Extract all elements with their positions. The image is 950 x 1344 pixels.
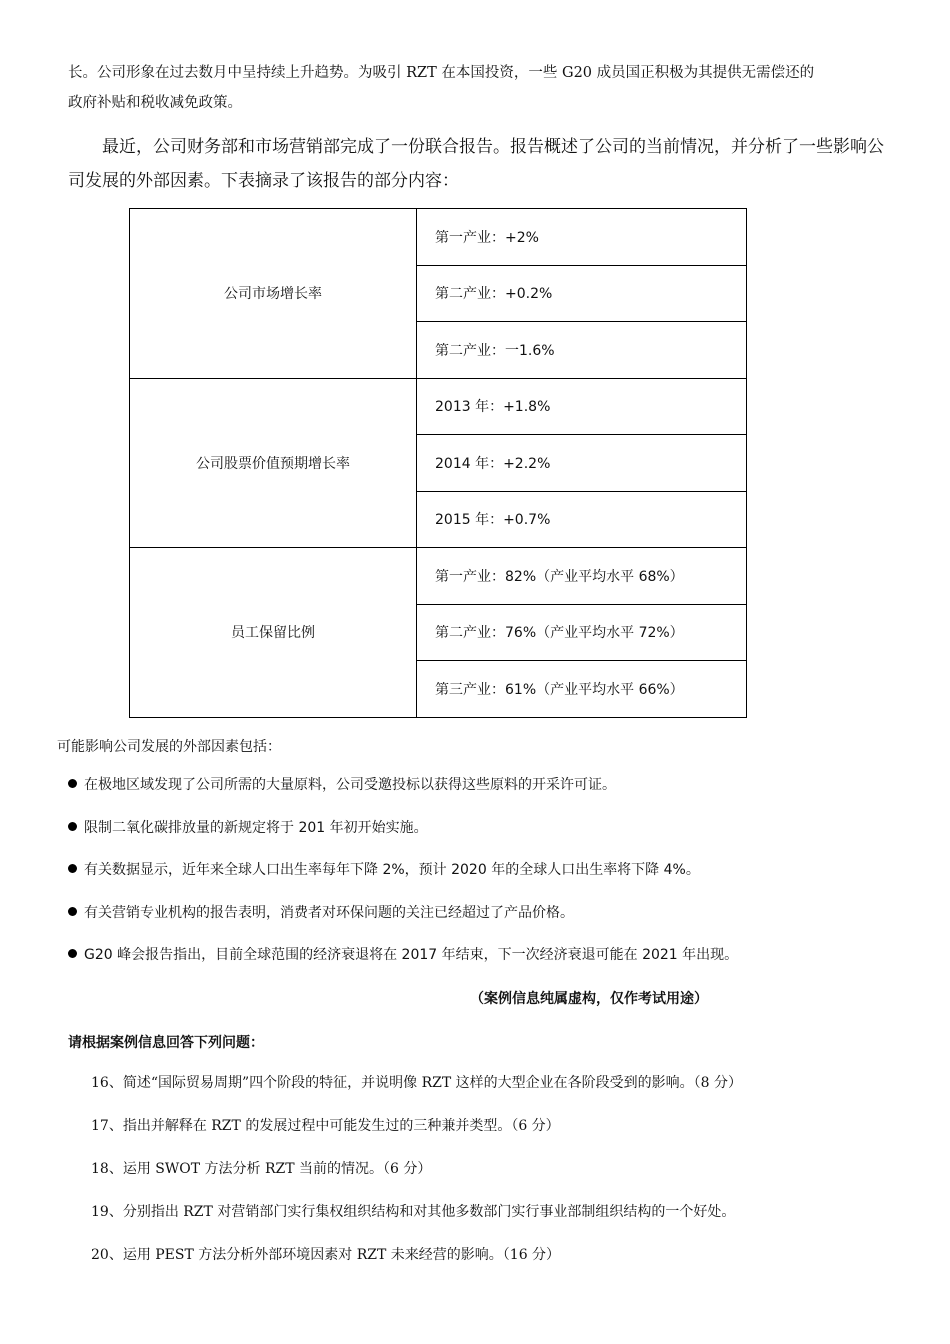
row-value: 2013 年：+1.8% — [417, 378, 747, 435]
report-table — [129, 208, 747, 718]
row-label: 员工保留比例 — [130, 548, 417, 718]
factor-text: 在极地区域发现了公司所需的大量原料，公司受邀投标以获得这些原料的开采许可证。 — [84, 777, 616, 793]
question-item: 18、运用 SWOT 方法分析 RZT 当前的情况。（6 分） — [91, 1161, 432, 1177]
row-value: 第三产业：61%（产业平均水平 66%） — [417, 661, 747, 718]
bullet-icon — [68, 864, 77, 873]
question-item: 20、运用 PEST 方法分析外部环境因素对 RZT 未来经营的影响。（16 分） — [91, 1247, 561, 1263]
factors-intro: 可能影响公司发展的外部因素包括： — [57, 739, 281, 755]
intro-line: 政府补贴和税收减免政策。 — [68, 95, 242, 111]
row-value: 第一产业：+2% — [417, 209, 747, 266]
factor-text: 有关数据显示，近年来全球人口出生率每年下降 2%，预计 2020 年的全球人口出生率将下降 4%。 — [84, 862, 700, 878]
disclaimer: （案例信息纯属虚构，仅作考试用途） — [470, 991, 708, 1007]
row-value: 第二产业：一1.6% — [417, 322, 747, 379]
list-item — [68, 859, 898, 902]
bullet-icon — [68, 907, 77, 916]
questions-prompt: 请根据案例信息回答下列问题： — [68, 1035, 264, 1051]
row-value: 第一产业：82%（产业平均水平 68%） — [417, 548, 747, 605]
factors-list — [68, 774, 898, 987]
question-item: 17、指出并解释在 RZT 的发展过程中可能发生过的三种兼并类型。（6 分） — [91, 1118, 560, 1134]
list-item — [68, 944, 898, 987]
list-item — [68, 774, 898, 817]
row-label: 公司股票价值预期增长率 — [130, 378, 417, 548]
row-value: 第二产业：76%（产业平均水平 72%） — [417, 604, 747, 661]
list-item — [68, 902, 898, 945]
list-item — [68, 817, 898, 860]
question-item: 19、分别指出 RZT 对营销部门实行集权组织结构和对其他多数部门实行事业部制组织结构的一个好处。 — [91, 1204, 736, 1220]
bullet-icon — [68, 779, 77, 788]
intro-line: 长。公司形象在过去数月中呈持续上升趋势。为吸引 RZT 在本国投资，一些 G20 成员国正积极为其提供无需偿还的 — [68, 65, 815, 81]
report-paragraph: 最近，公司财务部和市场营销部完成了一份联合报告。报告概述了公司的当前情况，并分析了一些影响公司发展的外部因素。下表摘录了该报告的部分内容： — [68, 137, 884, 191]
row-label: 公司市场增长率 — [130, 209, 417, 379]
table-row — [130, 378, 747, 435]
intro-paragraph — [68, 61, 888, 115]
table-row — [130, 548, 747, 605]
row-value: 2014 年：+2.2% — [417, 435, 747, 492]
questions-list — [91, 1072, 742, 1287]
row-value: 第二产业：+0.2% — [417, 265, 747, 322]
factor-text: G20 峰会报告指出，目前全球范围的经济衰退将在 2017 年结束，下一次经济衰退可能在 2021 年出现。 — [84, 947, 739, 963]
row-value: 2015 年：+0.7% — [417, 491, 747, 548]
question-item: 16、简述“国际贸易周期”四个阶段的特征，并说明像 RZT 这样的大型企业在各阶段受到的影响。（8 分） — [91, 1075, 742, 1091]
bullet-icon — [68, 822, 77, 831]
bullet-icon — [68, 949, 77, 958]
factor-text: 有关营销专业机构的报告表明，消费者对环保问题的关注已经超过了产品价格。 — [84, 904, 574, 921]
table-row — [130, 209, 747, 266]
factor-text: 限制二氧化碳排放量的新规定将于 201 年初开始实施。 — [84, 819, 428, 836]
